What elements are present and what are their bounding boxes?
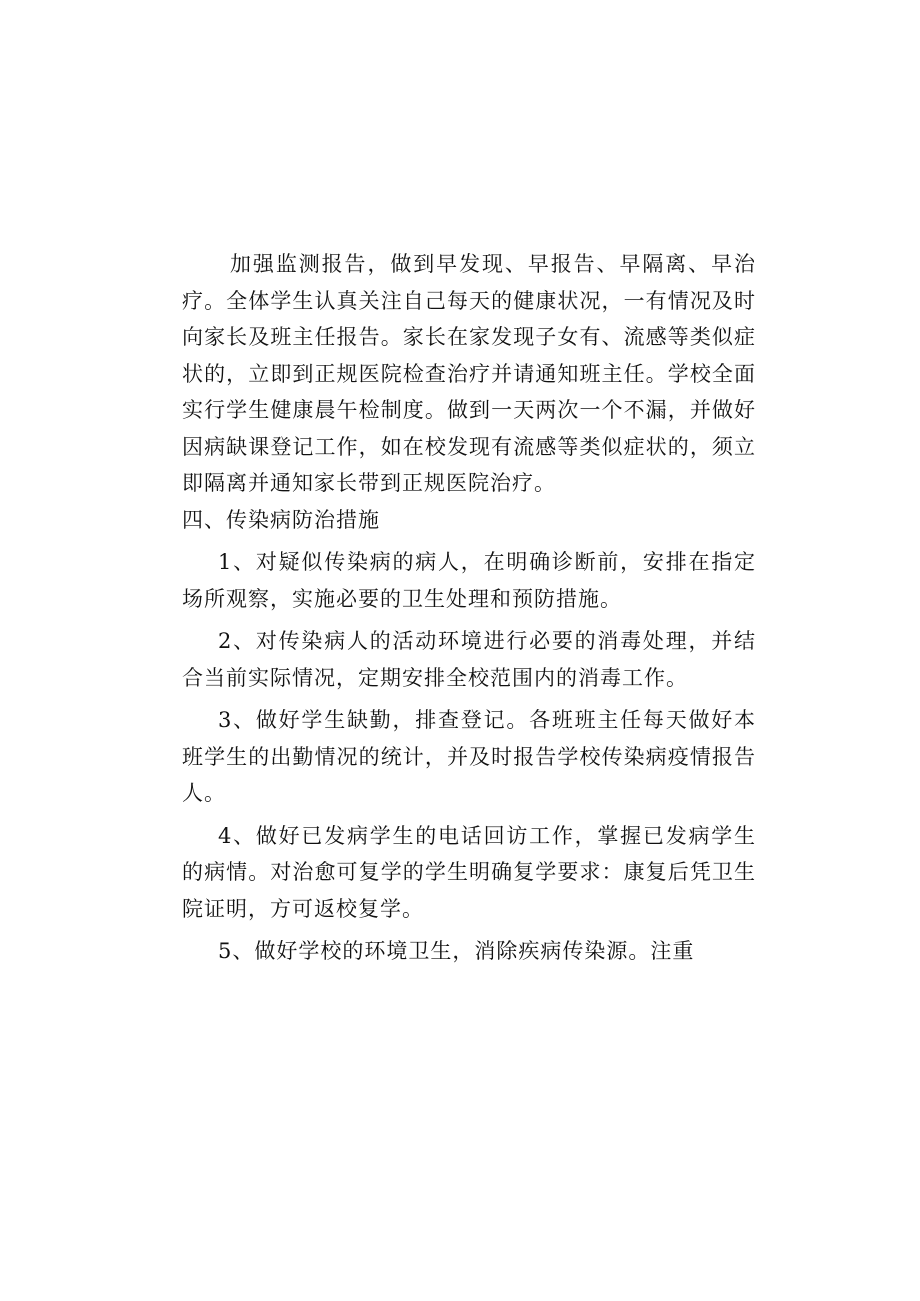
measure-item-1: 1、对疑似传染病的病人，在明确诊断前，安排在指定场所观察，实施必要的卫生处理和预防措施。 [182, 550, 756, 611]
document-body [182, 246, 756, 970]
measure-item-4: 4、做好已发病学生的电话回访工作，掌握已发病学生的病情。对治愈可复学的学生明确复学要求：康复后凭卫生院证明，方可返校复学。 [182, 823, 756, 921]
measure-item-5: 5、做好学校的环境卫生，消除疾病传染源。注重 [218, 939, 695, 963]
measure-item-2: 2、对传染病人的活动环境进行必要的消毒处理，并结合当前实际情况，定期安排全校范围内的消毒工作。 [182, 629, 756, 690]
measure-item-3: 3、做好学生缺勤，排查登记。各班班主任每天做好本班学生的出勤情况的统计，并及时报告学校传染病疫情报告人。 [182, 708, 756, 805]
intro-paragraph: 加强监测报告，做到早发现、早报告、早隔离、早治疗。全体学生认真关注自己每天的健康状况，一有情况及时向家长及班主任报告。家长在家发现子女有、流感等类似症状的，立即到正规医院检查治疗并请通知班主任。学校全面实行学生健康晨午检制度。做到一天两次一个不漏，并做好因病缺课登记工作，如在校发现有流感等类似症状的，须立即隔离并通知家长带到正规医院治疗。 [182, 252, 756, 495]
section-heading: 四、传染病防治措施 [182, 507, 380, 532]
